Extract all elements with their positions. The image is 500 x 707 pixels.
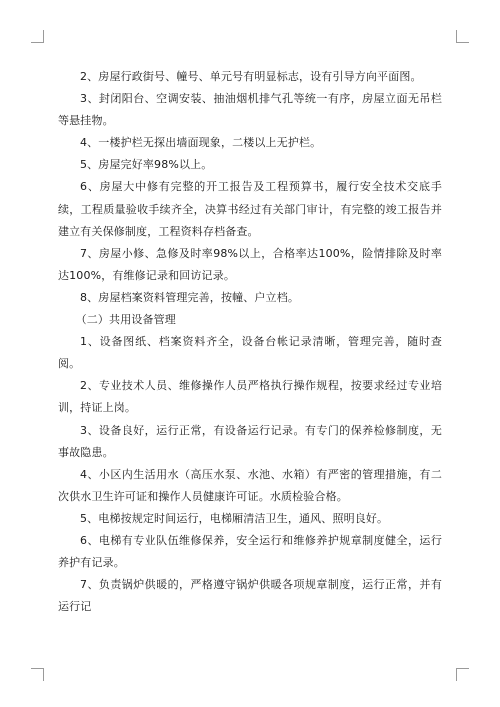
section-heading: （二）共用设备管理 <box>75 313 176 327</box>
paragraph-item-6: 6、电梯有专业队伍维修保养，安全运行和维修养护规章制度健全，运行养护有记录。 <box>58 533 442 570</box>
paragraph-item-8: 8、房屋档案资料管理完善，按幢、户立档。 <box>80 290 299 304</box>
paragraph-item-3: 3、封闭阳台、空调安装、抽油烟机排气孔等统一有序，房屋立面无吊栏等悬挂物。 <box>58 92 442 128</box>
paragraph-item-7: 7、房屋小修、急修及时率98%以上，合格率达100%，险情排除及时率达100%，有维修记录和回访记录。 <box>58 246 442 282</box>
paragraph-item-6: 6、房屋大中修有完整的开工报告及工程预算书，履行安全技术交底手续，工程质量验收手续齐全，决算书经过有关部门审计，有完整的竣工报告并建立有关保修制度，工程资料存档备查。 <box>58 180 442 238</box>
crop-mark-top-left <box>31 30 44 43</box>
crop-mark-top-right <box>456 30 469 43</box>
paragraph-item-3: 3、设备良好，运行正常，有设备运行记录。有专门的保养检修制度，无事故隐患。 <box>58 423 442 459</box>
paragraph-item-7: 7、负责锅炉供暖的，严格遵守锅炉供暖各项规章制度，运行正常，并有运行记 <box>58 578 442 614</box>
crop-mark-bottom-left <box>31 668 44 681</box>
document-body <box>58 66 442 618</box>
paragraph-item-5: 5、房屋完好率98%以上。 <box>80 158 213 172</box>
paragraph-item-1: 1、设备图纸、档案资料齐全，设备台帐记录清晰，管理完善，随时查阅。 <box>58 335 442 371</box>
paragraph-item-4: 4、小区内生活用水（高压水泵、水池、水箱）有严密的管理措施，有二次供水卫生许可证和操作人员健康许可证。水质检验合格。 <box>58 467 442 503</box>
paragraph-item-4: 4、一楼护栏无探出墙面现象，二楼以上无护栏。 <box>80 136 322 150</box>
paragraph-item-2: 2、专业技术人员、维修操作人员严格执行操作规程，按要求经过专业培训，持证上岗。 <box>58 379 442 415</box>
paragraph-item-2: 2、房屋行政街号、幢号、单元号有明显标志，设有引导方向平面图。 <box>80 70 422 83</box>
paragraph-item-5: 5、电梯按规定时间运行，电梯厢清洁卫生，通风、照明良好。 <box>80 511 389 525</box>
crop-mark-bottom-right <box>456 668 469 681</box>
